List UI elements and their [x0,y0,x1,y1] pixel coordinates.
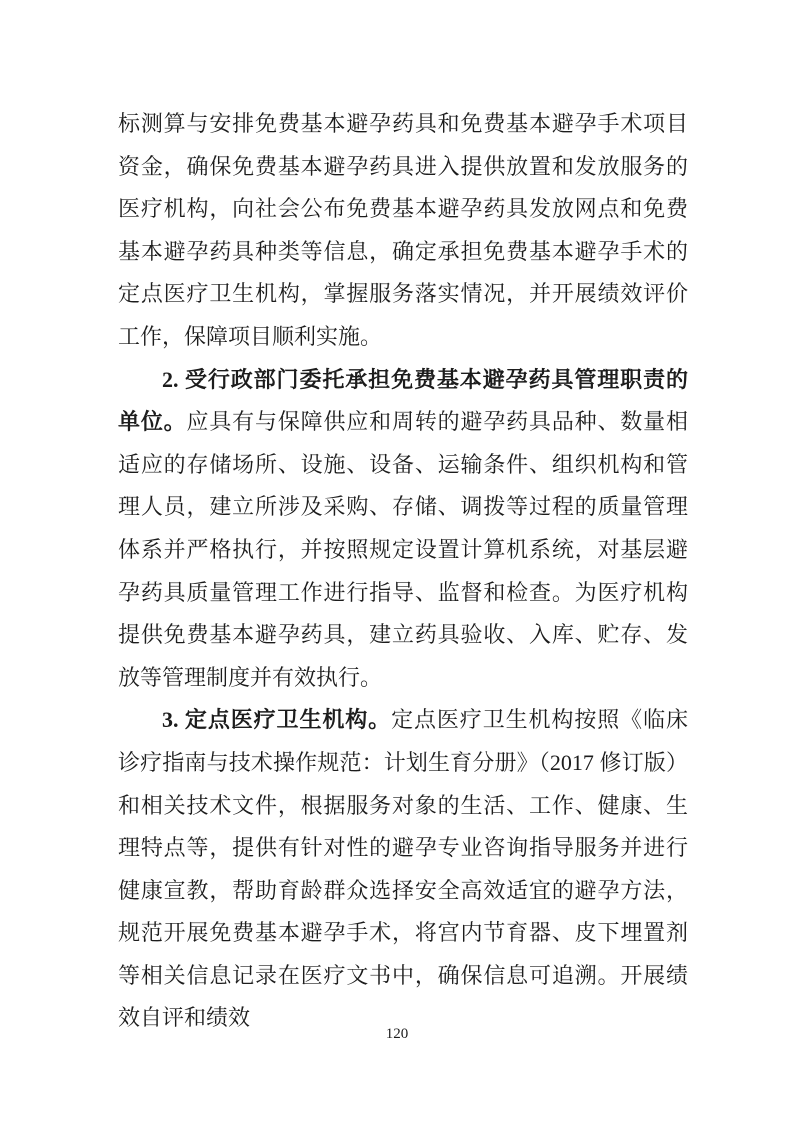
paragraph-heading: 3. 定点医疗卫生机构。 [162,707,392,733]
paragraph-body-text: 定点医疗卫生机构按照《临床诊疗指南与技术操作规范：计划生育分册》（2017 修订版）和相关技术文件，根据服务对象的生活、工作、健康、生理特点等，提供有针对性的避孕专业咨询指导服务并进行健康宣教，帮助育龄群众选择安全高效适宜的避孕方法，规范开展免费基本避孕手术，将宫内节育器、皮下埋置剂等相关信息记录在医疗文书中，确保信息可追溯。开展绩效自评和绩效 [118,707,688,1031]
paragraph-entrusted-management-unit [118,359,688,700]
paragraph-funding-arrangement-continued [118,103,688,359]
paragraph-body-text: 标测算与安排免费基本避孕药具和免费基本避孕手术项目资金，确保免费基本避孕药具进入提供放置和发放服务的医疗机构，向社会公布免费基本避孕药具发放网点和免费基本避孕药具种类等信息，确定承担免费基本避孕手术的定点医疗卫生机构，掌握服务落实情况，并开展绩效评价工作，保障项目顺利实施。 [118,111,688,349]
page-number: 120 [385,1026,409,1042]
paragraph-body-text: 应具有与保障供应和周转的避孕药具品种、数量相适应的存储场所、设施、设备、运输条件、组织机构和管理人员，建立所涉及采购、存储、调拨等过程的质量管理体系并严格执行，并按照规定设置计算机系统，对基层避孕药具质量管理工作进行指导、监督和检查。为医疗机构提供免费基本避孕药具，建立药具验收、入库、贮存、发放等管理制度并有效执行。 [118,409,688,690]
paragraph-heading: 2. 受行政部门委托承担免费基本避孕药具管理职责的单位。 [118,366,688,435]
paragraph-designated-medical-institutions [118,699,688,1040]
document-body [118,103,688,1040]
